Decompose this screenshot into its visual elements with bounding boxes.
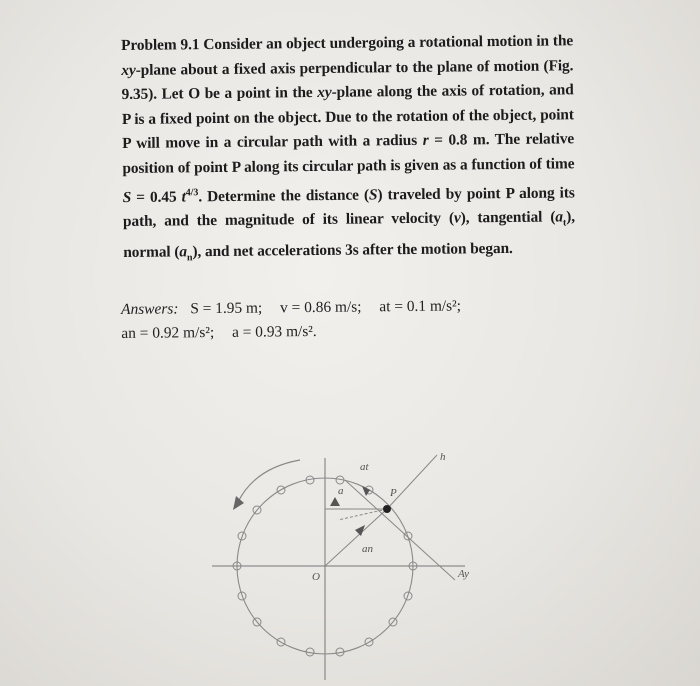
h-line: [387, 455, 437, 509]
text-run: -plane along the axis of rotation, and P is a fixed point on the object. Due to the rotation of the object, point P will move in a circular path with a radius: [121, 81, 574, 153]
net-arrowhead: [330, 497, 340, 506]
label-a: a: [338, 485, 344, 497]
xy-symbol: xy: [121, 61, 136, 79]
vector-lines: [325, 455, 455, 580]
problem-paragraph: [121, 29, 575, 271]
label-h: h: [440, 451, 446, 463]
text-run: ), tangential (: [460, 208, 556, 227]
time-exponent: 4/3: [185, 186, 199, 198]
normal-subscript: n: [186, 252, 193, 264]
radius-line: [325, 509, 387, 566]
xy-symbol: xy: [317, 83, 332, 102]
text-run: ), normal (: [123, 208, 576, 261]
label-an: an: [362, 543, 373, 555]
text-run: -plane about a fixed axis perpendicular to the plane of motion (Fig. 9.35). Let O be a point in the: [121, 56, 574, 104]
arrowheads: [330, 486, 370, 536]
normal-accel-symbol: a: [179, 243, 188, 261]
tangential-accel-symbol: a: [555, 208, 564, 226]
text-run: = 0.45: [131, 188, 182, 206]
time-symbol: t: [181, 188, 186, 206]
distance-symbol: S: [368, 186, 378, 204]
answers-block: [121, 293, 591, 346]
accel-line: [338, 509, 387, 520]
answers-label: Answers:: [121, 300, 179, 318]
answer-normal: an = 0.92 m/s²;: [121, 324, 215, 342]
answer-net: a = 0.93 m/s².: [231, 322, 317, 341]
answer-velocity: v = 0.86 m/s;: [280, 298, 362, 317]
point-P: [383, 505, 391, 513]
text-run: ), and net accelerations 3s after the motion began.: [192, 239, 513, 261]
answer-distance: S = 1.95 m;: [190, 299, 263, 318]
answer-tangential: at = 0.1 m/s²;: [379, 297, 462, 316]
tangential-subscript: t: [562, 217, 567, 229]
text-run: = 0.8 m. The relative position of point P along its circular path is given as a function of time: [122, 130, 575, 177]
problem-heading: Problem 9.1: [121, 36, 200, 54]
text-run: ) traveled by point P along its path, and the magnitude of its linear velocity (: [122, 183, 575, 231]
radius-symbol: r: [422, 132, 429, 150]
rotation-figure: [200, 430, 490, 686]
label-O: O: [312, 571, 320, 583]
label-at: at: [360, 461, 369, 473]
problem-text: [121, 29, 575, 271]
label-P: P: [390, 487, 397, 499]
velocity-symbol: v: [453, 209, 461, 227]
text-run: Consider an object undergoing a rotational motion in the: [199, 32, 574, 54]
label-Ay: Ay: [458, 568, 469, 580]
answers-row-2: [121, 317, 591, 346]
text-run: . Determine the distance (: [198, 186, 370, 205]
distance-symbol: S: [122, 188, 132, 206]
